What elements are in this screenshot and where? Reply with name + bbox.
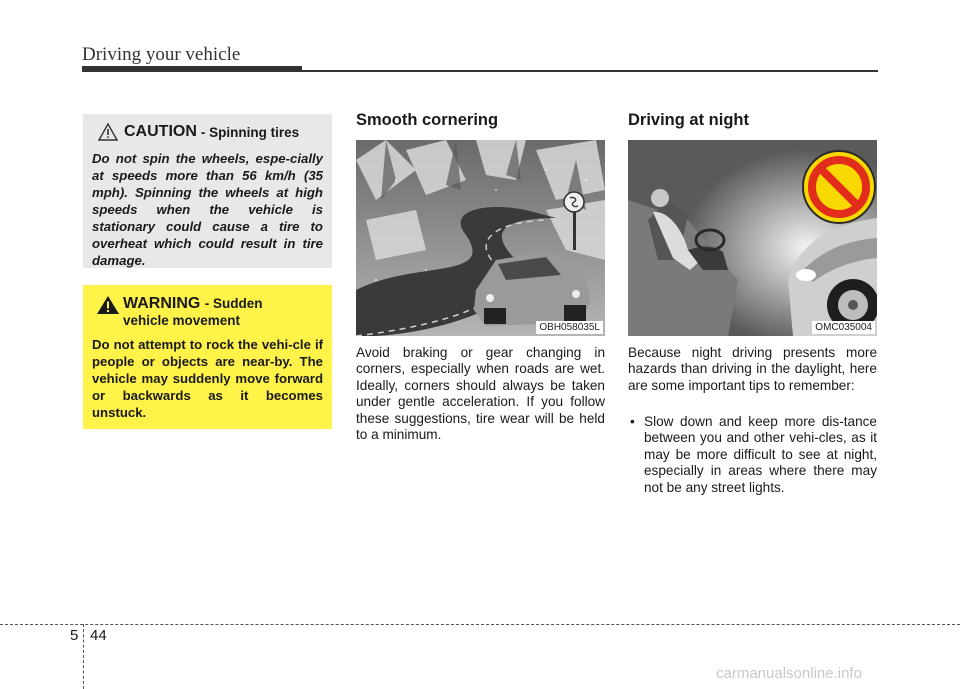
cornering-illustration (356, 140, 605, 336)
footer-vertical-rule (83, 624, 84, 689)
cornering-figure (356, 140, 605, 336)
prohibition-sign-icon (803, 151, 875, 223)
warning-text: Do not attempt to rock the vehi-cle if people or objects are near-by. The vehicle may suddenly move forward or backwards as it becomes unstuck. (92, 337, 323, 420)
night-figure (628, 140, 877, 336)
watermark: carmanualsonline.info (716, 665, 862, 682)
night-bullet-item (630, 414, 877, 496)
night-bullet-text: Slow down and keep more dis-tance between you and other vehi-cles, as it may be more difficult to see at night, especially in areas where there may not be any street lights. (644, 414, 877, 495)
caution-text: Do not spin the wheels, espe-cially at speeds more than 56 km/h (35 mph). Spinning the wheels at high speeds when the vehicle is stationary could cause a tire to overheat which could result in tire damage. (92, 151, 323, 268)
night-figure-label: OMC035004 (812, 321, 875, 334)
cornering-heading: Smooth cornering (356, 111, 499, 129)
header-rule-thick (82, 66, 302, 72)
footer-rule (0, 624, 960, 625)
caution-triangle-icon (98, 123, 118, 141)
warning-titles (123, 295, 263, 329)
caution-word: CAUTION (124, 123, 197, 140)
caution-box (83, 114, 332, 268)
header-rule-thin (302, 70, 878, 72)
cornering-figure-label: OBH058035L (536, 321, 603, 334)
warning-subtitle-line2: vehicle movement (123, 313, 241, 328)
warning-box (83, 285, 332, 429)
night-heading: Driving at night (628, 111, 749, 129)
caution-subtitle: - Spinning tires (200, 124, 300, 140)
night-driving-illustration (628, 140, 877, 336)
night-text: Because night driving presents more hazards than driving in the daylight, here are some important tips to remember: (628, 345, 877, 393)
warning-triangle-icon (96, 295, 120, 315)
bullet-dot: • (630, 414, 635, 429)
page-chapter: 5 (70, 627, 79, 644)
cornering-text: Avoid braking or gear changing in corners, especially when roads are wet. Ideally, corners should always be taken under gentle acceleration. If you follow these suggestions, tire wear will be held to a minimum. (356, 345, 605, 443)
warning-header (92, 295, 323, 329)
warning-word: WARNING (123, 295, 201, 312)
warning-subtitle: - Sudden (204, 296, 263, 311)
page-number: 44 (90, 627, 107, 644)
caution-header (92, 122, 323, 142)
page-header-title: Driving your vehicle (82, 44, 241, 65)
